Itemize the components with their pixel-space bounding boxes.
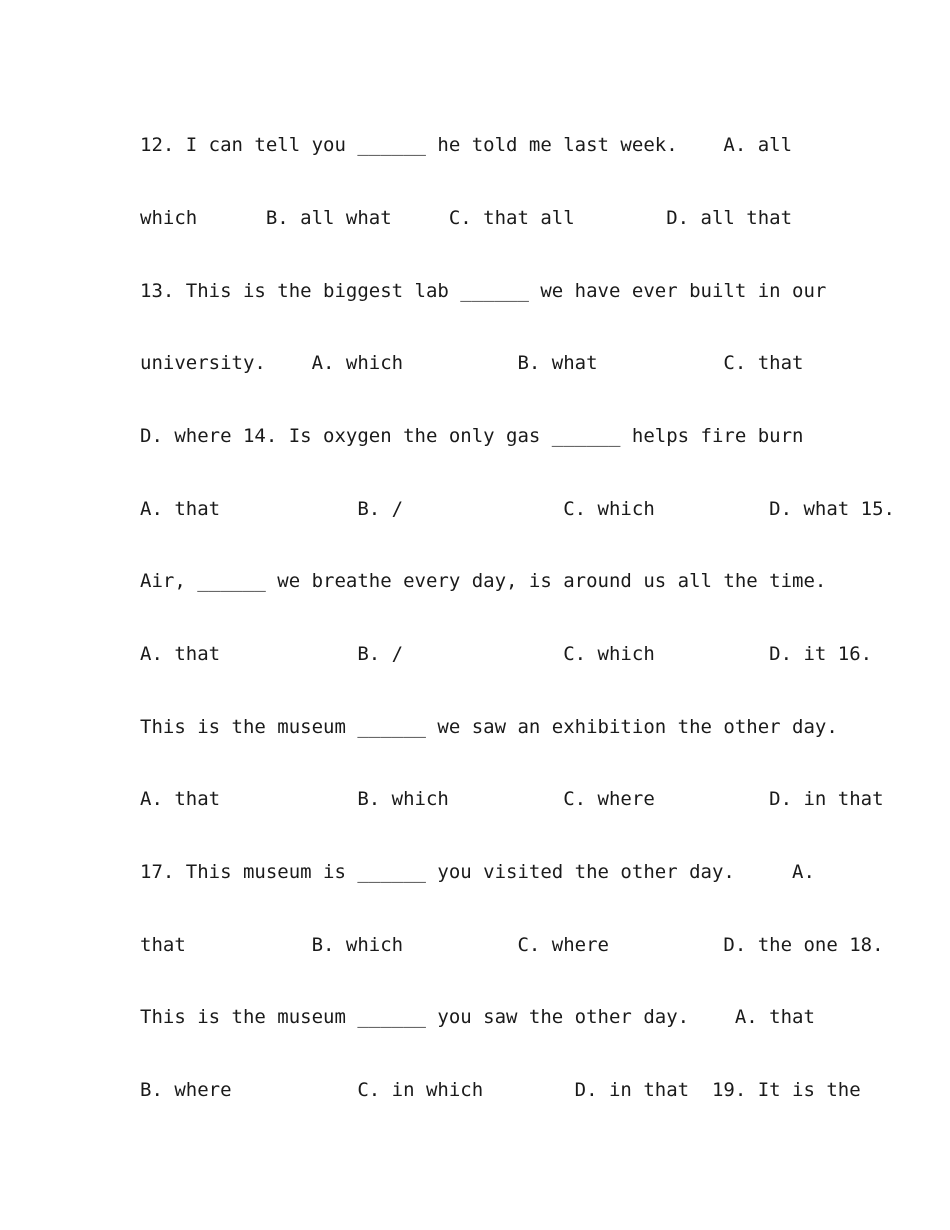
- text-line: 12. I can tell you ______ he told me last week. A. all: [140, 134, 793, 156]
- text-line: This is the museum ______ we saw an exhibition the other day.: [140, 716, 838, 738]
- text-line: A. that B. which C. where D. in that: [140, 788, 884, 810]
- text-line: A. that B. / C. which D. what 15.: [140, 498, 895, 520]
- text-line: 17. This museum is ______ you visited the other day. A.: [140, 861, 815, 883]
- text-line: which B. all what C. that all D. all that: [140, 207, 793, 229]
- text-line: university. A. which B. what C. that: [140, 352, 804, 374]
- text-line: Air, ______ we breathe every day, is around us all the time.: [140, 570, 827, 592]
- text-line: This is the museum ______ you saw the other day. A. that: [140, 1006, 815, 1028]
- text-line: that B. which C. where D. the one 18.: [140, 934, 884, 956]
- text-line: 13. This is the biggest lab ______ we have ever built in our: [140, 280, 827, 302]
- text-line: B. where C. in which D. in that 19. It is the: [140, 1079, 861, 1101]
- text-line: A. that B. / C. which D. it 16.: [140, 643, 873, 665]
- text-line: D. where 14. Is oxygen the only gas ______ helps fire burn: [140, 425, 804, 447]
